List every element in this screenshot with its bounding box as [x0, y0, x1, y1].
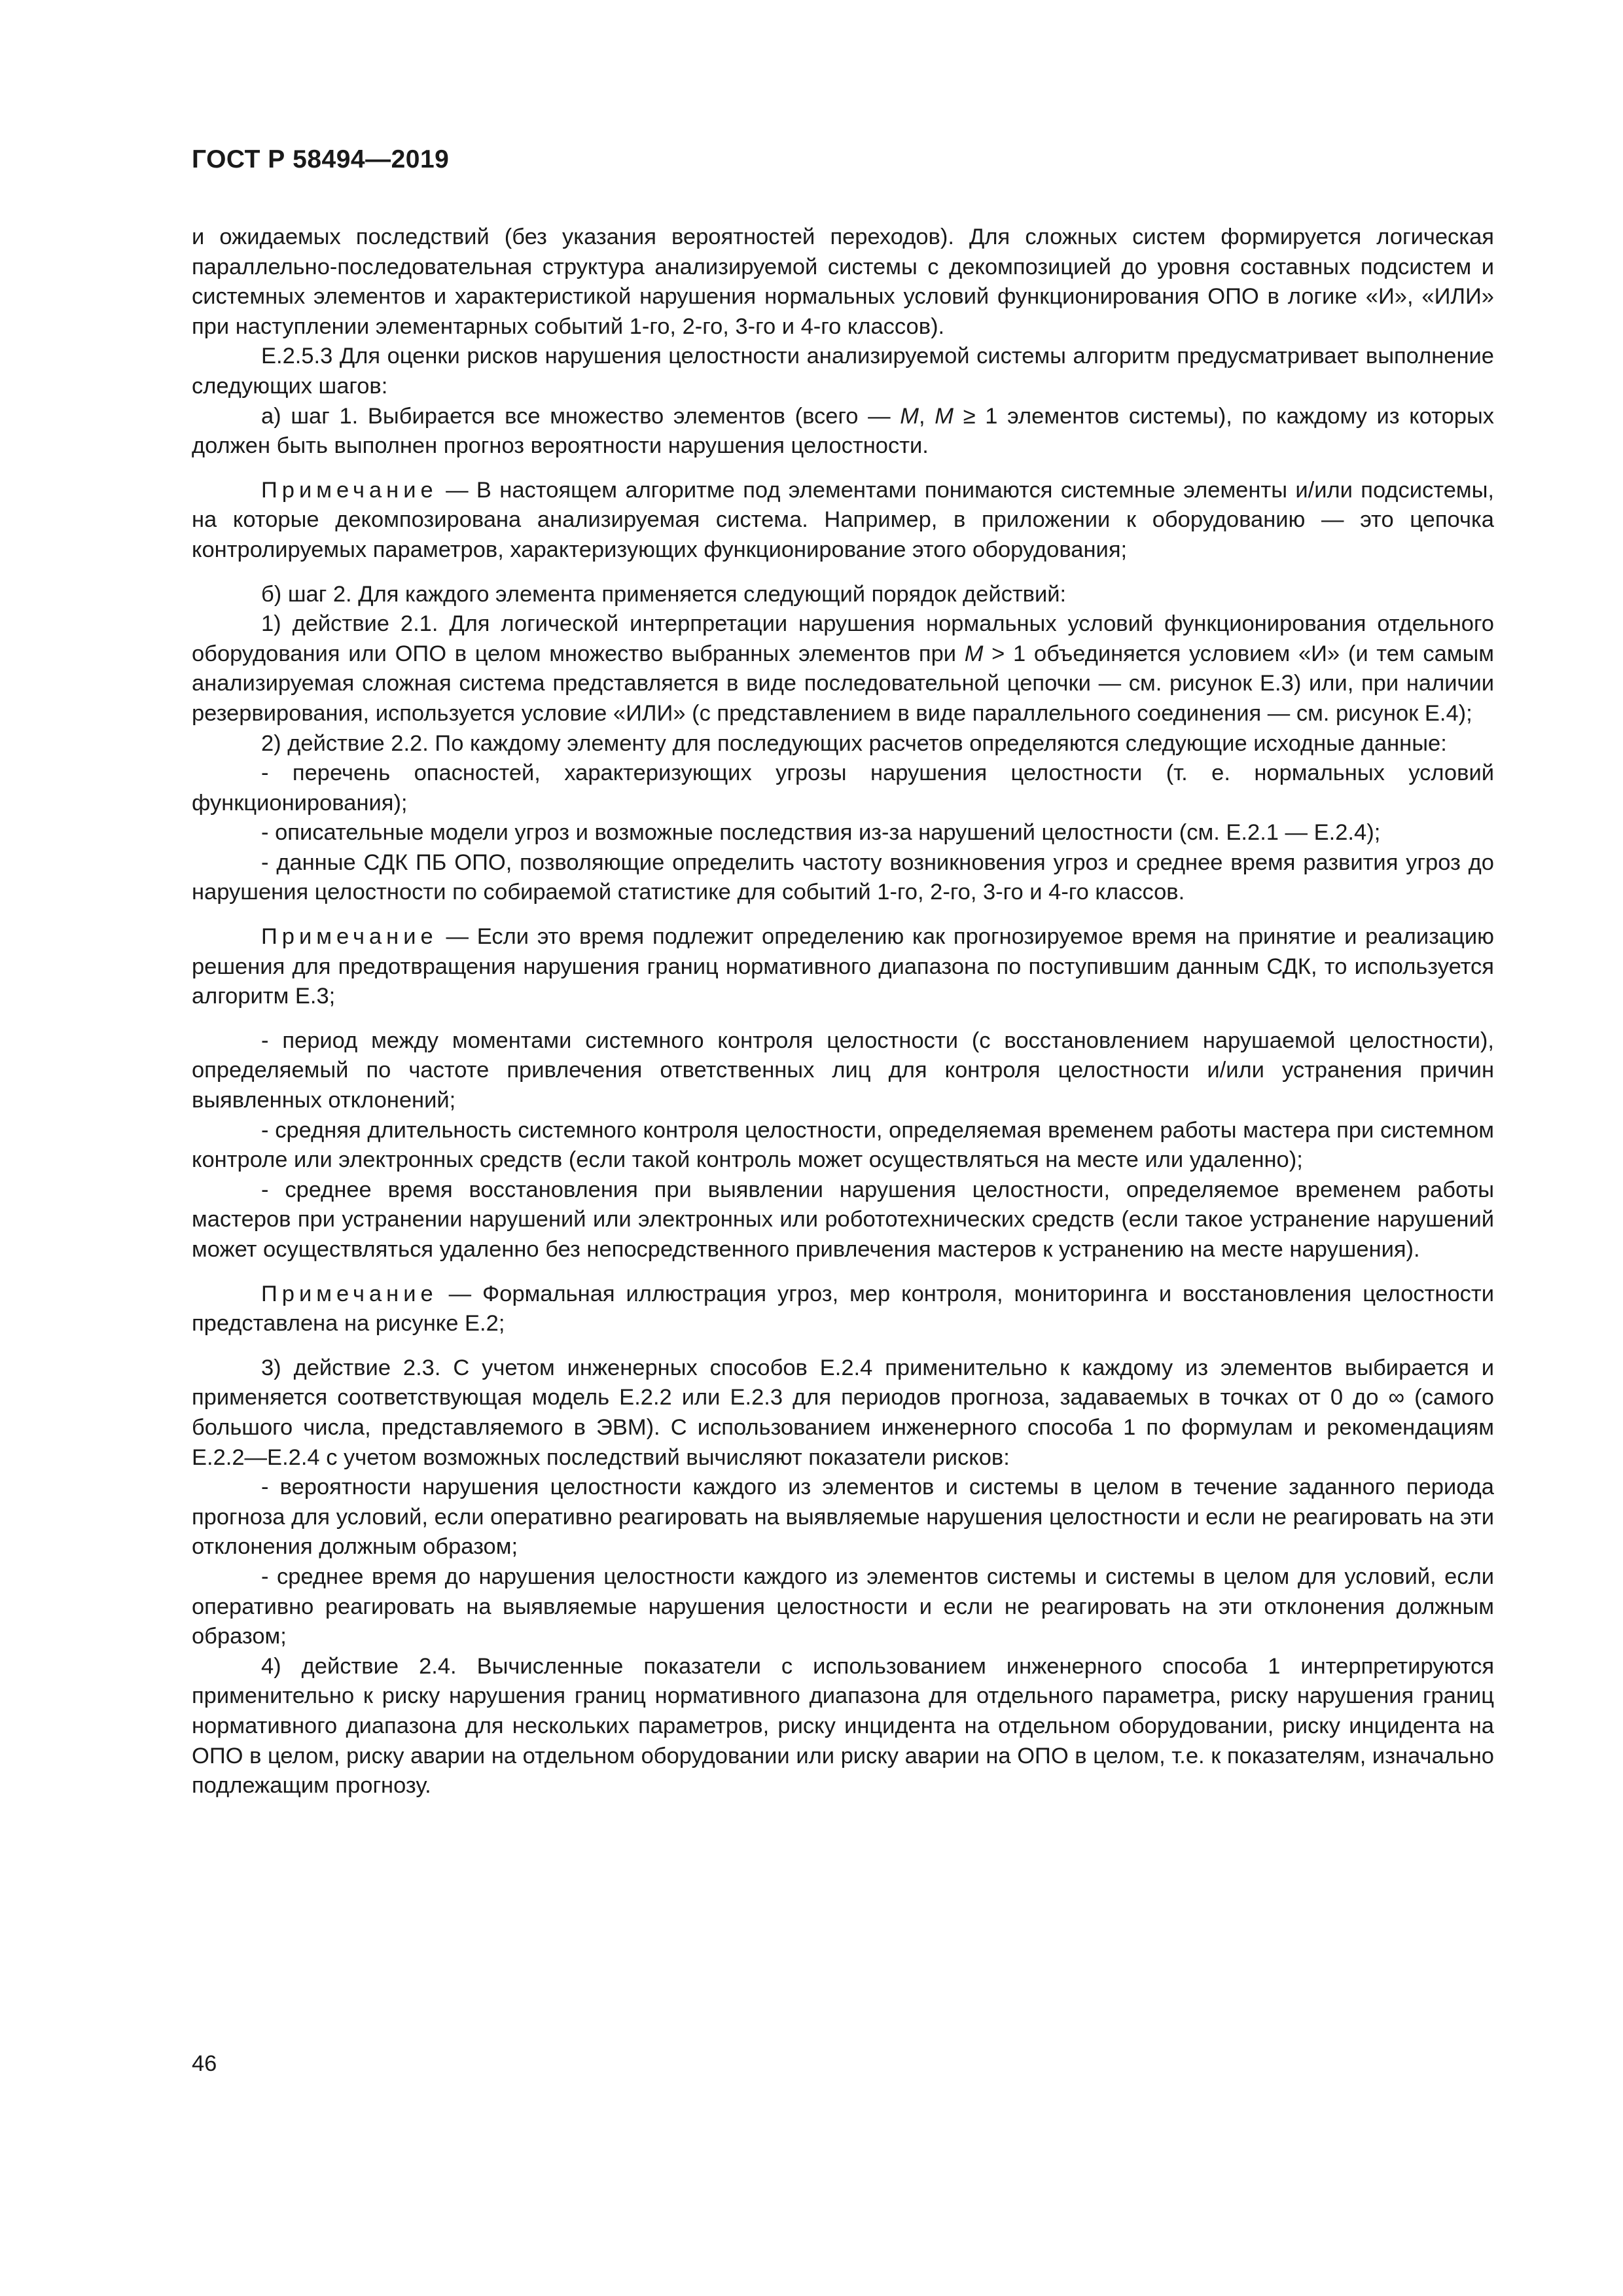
paragraph-step-1: [192, 402, 1494, 461]
text-run: 1) действие 2.1. Для логической интерпретации нарушения нормальных условий функционирования отдельного оборудования или ОПО в целом множество выбранных элементов при: [192, 611, 1494, 666]
document-header: ГОСТ Р 58494—2019: [192, 145, 450, 173]
note-label: Примечание: [261, 477, 438, 503]
note-text: — Если это время подлежит определению как прогнозируемое время на принятие и реализацию решения для предотвращения нарушения границ нормативного диапазона по поступившим данным СДК, то используется алгоритм Е.3;: [192, 924, 1494, 1009]
list-item: - вероятности нарушения целостности каждого из элементов и системы в целом в течение заданного периода прогноза для условий, если оперативно реагировать на выявляемые нарушения целостности и если не реагировать на эти отклонения должным образом;: [192, 1475, 1494, 1560]
math-variable: M: [935, 403, 954, 429]
paragraph: и ожидаемых последствий (без указания вероятностей переходов). Для сложных систем формируется логическая параллельно-последовательная структура анализируемой системы с декомпозицией до уровня составных подсистем и системных элементов и характеристикой нарушения нормальных условий функционирования ОПО в логике «И», «ИЛИ» при наступлении элементарных событий 1-го, 2-го, 3-го и 4-го классов).: [192, 224, 1494, 339]
text-run: ≥ 1 элементов системы), по каждому из которых должен быть выполнен прогноз вероятности нарушения целостности.: [192, 403, 1494, 459]
note-text: — Формальная иллюстрация угроз, мер контроля, мониторинга и восстановления целостности представлена на рисунке Е.2;: [192, 1281, 1494, 1336]
paragraph: 4) действие 2.4. Вычисленные показатели с использованием инженерного способа 1 интерпретируются применительно к риску нарушения границ нормативного диапазона для отдельного параметра, риску нарушения границ нормативного диапазона для нескольких параметров, риску инцидента на отдельном оборудовании, риску инцидента на ОПО в целом, риску аварии на отдельном оборудовании или риску аварии на ОПО в целом, т.е. к показателям, изначально подлежащим прогнозу.: [192, 1653, 1494, 1799]
note-paragraph: [192, 922, 1494, 1012]
math-variable: M: [964, 641, 984, 666]
note-label: Примечание: [261, 1281, 438, 1306]
note-text: — В настоящем алгоритме под элементами понимаются системные элементы и/или подсистемы, на которые декомпозирована анализируемая система. Например, в приложении к оборудованию — это цепочка контролируемых параметров, характеризующих функционирование этого оборудования;: [192, 477, 1494, 562]
list-item: - перечень опасностей, характеризующих угрозы нарушения целостности (т. е. нормальных условий функционирования);: [192, 761, 1494, 816]
text-run: а) шаг 1. Выбирается все множество элементов (всего —: [261, 403, 901, 429]
math-variable: M: [900, 403, 919, 429]
list-item: - среднее время восстановления при выявлении нарушения целостности, определяемое временем работы мастеров при устранении нарушений или электронных или робототехнических средств (если такое устранение нарушений может осуществляться удаленно без непосредственного привлечения мастеров к устранению на месте нарушения).: [192, 1177, 1494, 1262]
paragraph: 3) действие 2.3. С учетом инженерных способов Е.2.4 применительно к каждому из элементов выбирается и применяется соответствующая модель Е.2.2 или Е.2.3 для периодов прогноза, задаваемых в точках от 0 до ∞ (самого большого числа, представляемого в ЭВМ). С использованием инженерного способа 1 по формулам и рекомендациям Е.2.2—Е.2.4 с учетом возможных последствий вычисляют показатели рисков:: [192, 1355, 1494, 1470]
paragraph-action-2-1: [192, 609, 1494, 728]
list-item: - средняя длительность системного контроля целостности, определяемая временем работы мастера при системном контроле или электронных средств (если такой контроль может осуществляться на месте или удаленно);: [192, 1117, 1494, 1173]
list-item: - среднее время до нарушения целостности каждого из элементов системы и системы в целом для условий, если оперативно реагировать на выявляемые нарушения целостности и если не реагировать на эти отклонения должным образом;: [192, 1564, 1494, 1649]
text-run: ,: [919, 403, 935, 429]
document-body: [192, 223, 1494, 1801]
list-item: - данные СДК ПБ ОПО, позволяющие определить частоту возникновения угроз и среднее время развития угроз до нарушения целостности по собираемой статистике для событий 1-го, 2-го, 3-го и 4-го классов.: [192, 850, 1494, 905]
note-paragraph: [192, 1280, 1494, 1339]
note-label: Примечание: [261, 924, 438, 950]
text-run: > 1 объединяется условием «И» (и тем самым анализируемая сложная система представляется в виде последовательной цепочки — см. рисунок Е.3) или, при наличии резервирования, используется условие «ИЛИ» (с представлением в виде параллельного соединения — см. рисунок Е.4);: [192, 641, 1494, 726]
list-item: - описательные модели угроз и возможные последствия из-за нарушений целостности (см. Е.2.1 — Е.2.4);: [261, 820, 1381, 846]
paragraph: 2) действие 2.2. По каждому элементу для последующих расчетов определяются следующие исходные данные:: [261, 730, 1447, 756]
paragraph: Е.2.5.3 Для оценки рисков нарушения целостности анализируемой системы алгоритм предусматривает выполнение следующих шагов:: [192, 344, 1494, 399]
paragraph: б) шаг 2. Для каждого элемента применяется следующий порядок действий:: [261, 581, 1067, 607]
list-item: - период между моментами системного контроля целостности (с восстановлением нарушаемой целостности), определяемый по частоте привлечения ответственных лиц для контроля целостности и/или устранения причин выявленных отклонений;: [192, 1028, 1494, 1113]
page-number: 46: [192, 2051, 217, 2076]
note-paragraph: [192, 476, 1494, 565]
